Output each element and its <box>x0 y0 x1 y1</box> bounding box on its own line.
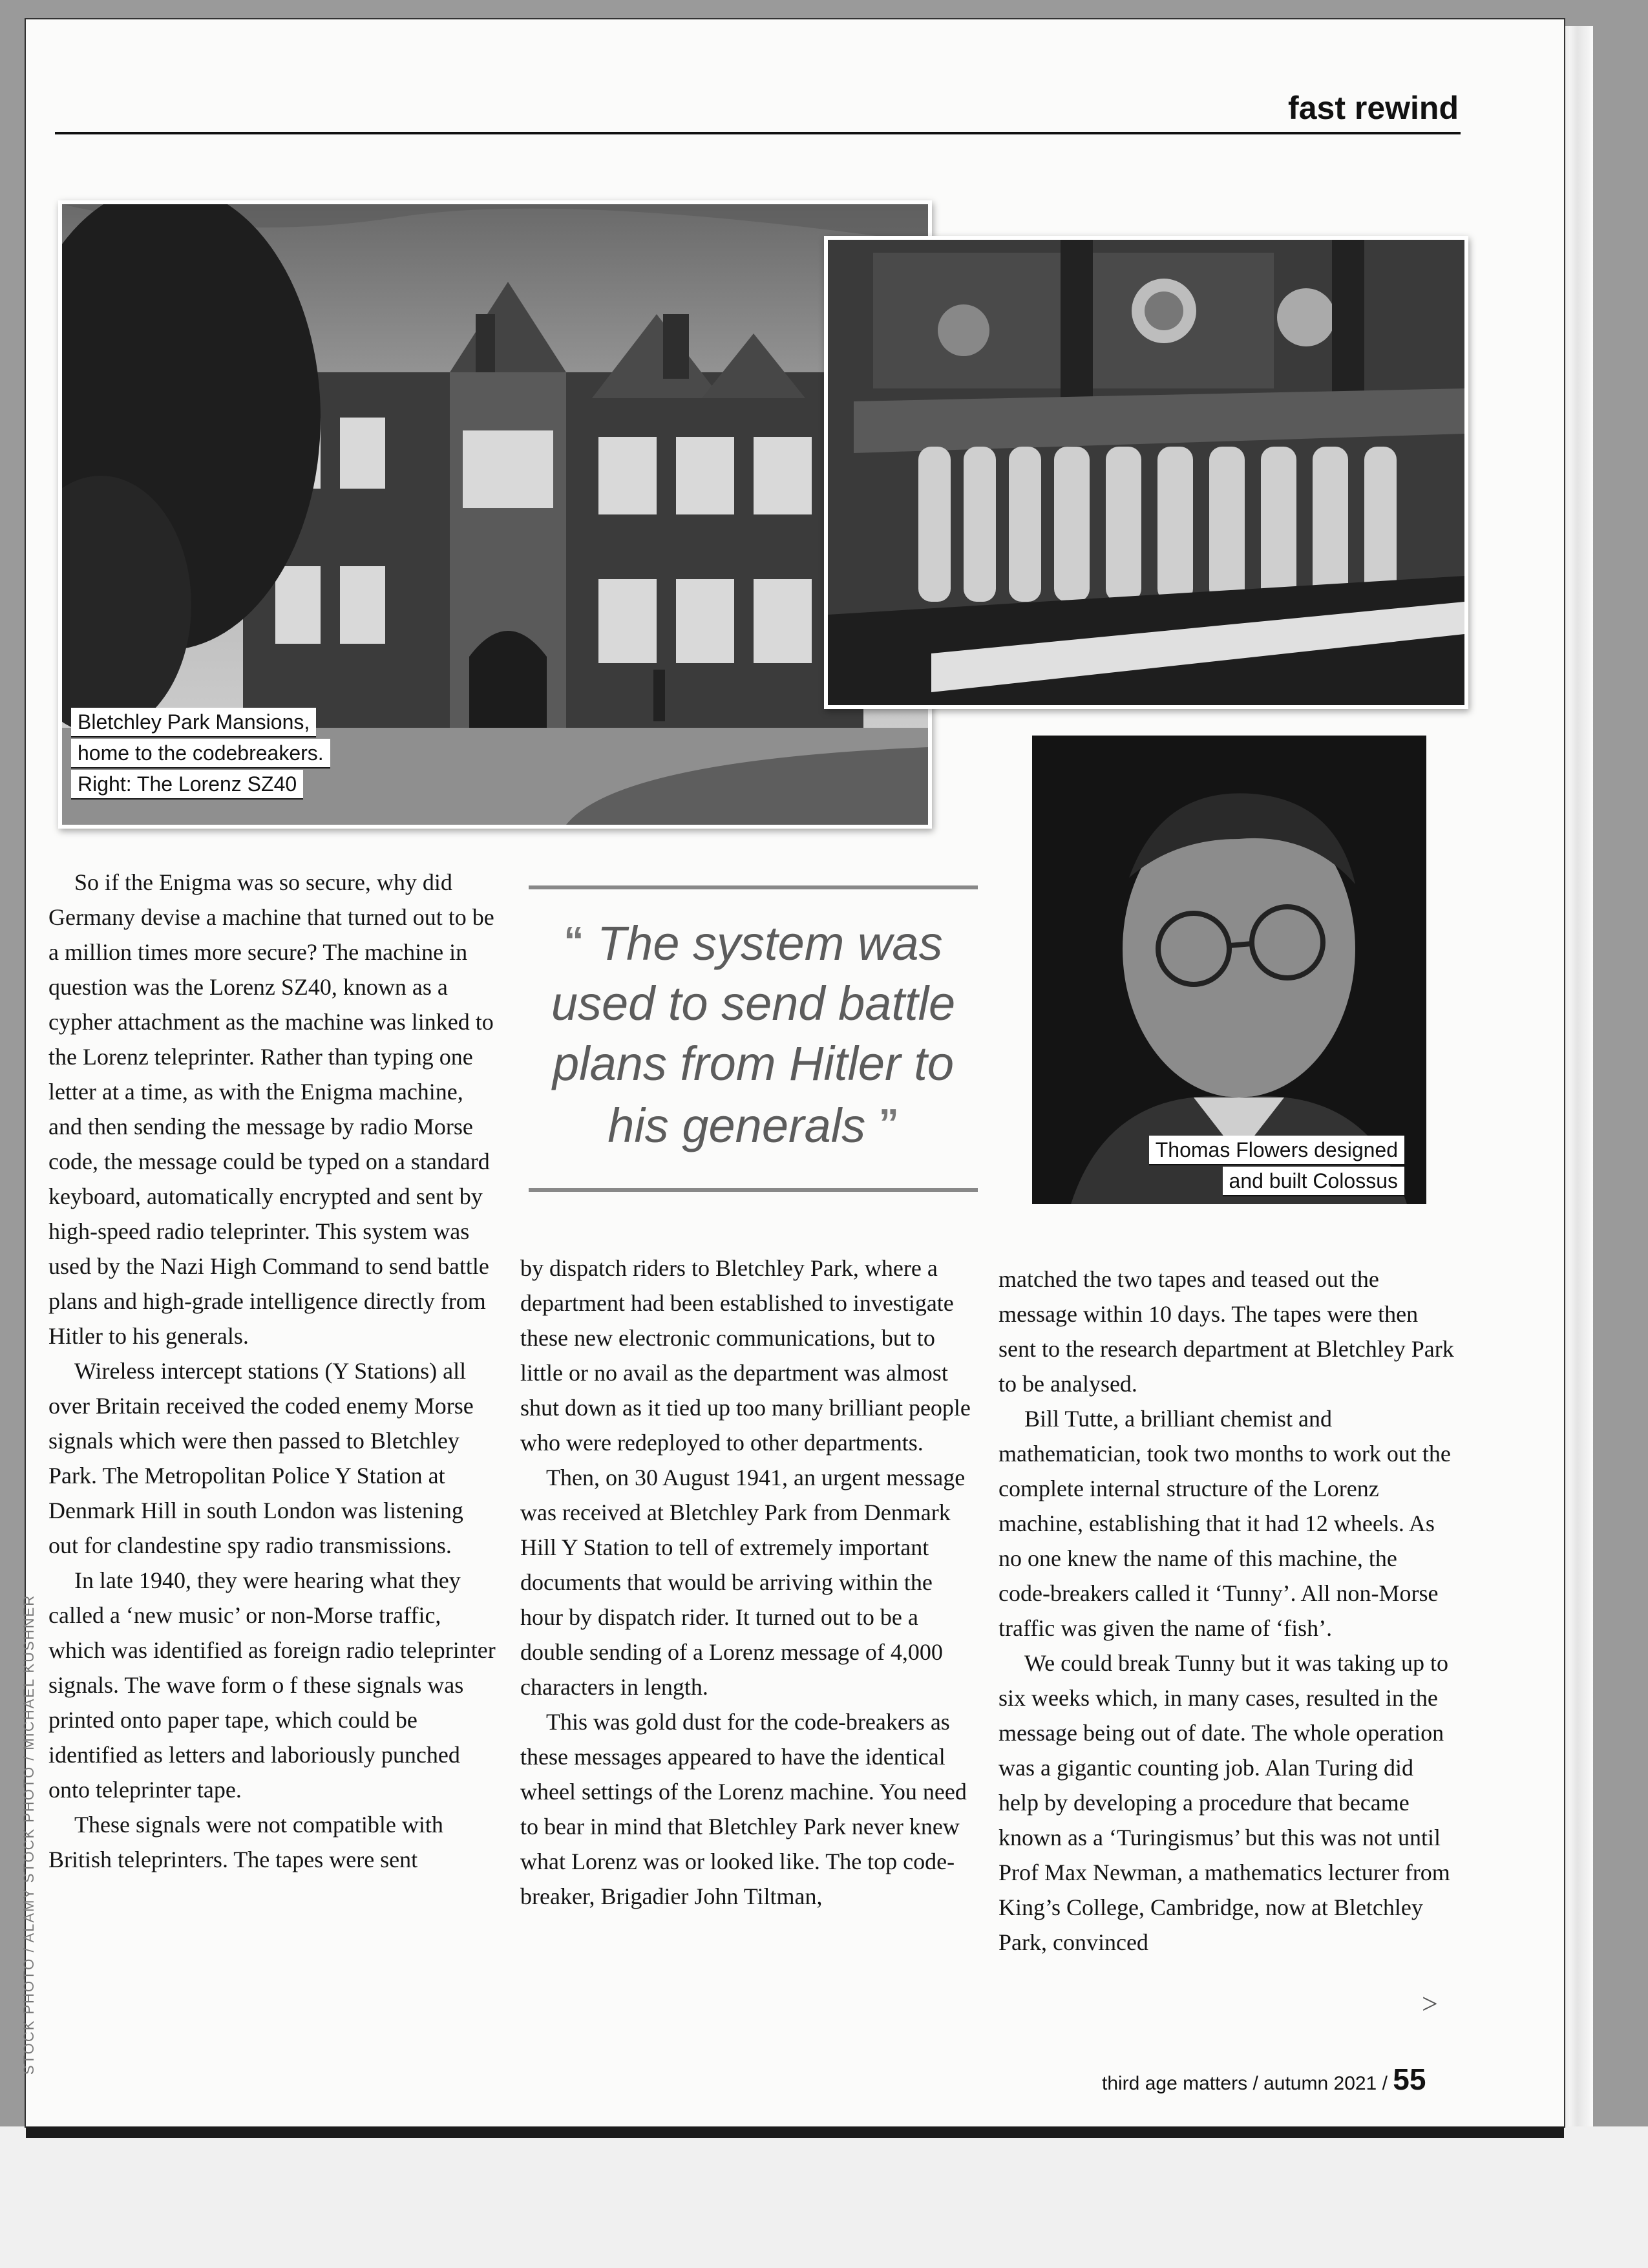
paragraph: matched the two tapes and teased out the message within 10 days. The tapes were then sent to the research department at Bletchley Park to be analysed. <box>998 1266 1454 1397</box>
flowers-caption <box>1110 1136 1404 1198</box>
paragraph: In late 1940, they were hearing what they called a ‘new music’ or non-Morse traffic, which was identified as foreign radio teleprinter signals. The wave form o f these signals was printed onto paper tape, which could be identified as letters and laboriously punched onto teleprinter tape. <box>48 1567 496 1803</box>
page-bottom-shadow <box>26 2126 1564 2138</box>
publication-info: third age matters / autumn 2021 / <box>1102 2073 1393 2094</box>
caption-line: home to the codebreakers. <box>71 739 330 768</box>
page-footer <box>1102 2062 1426 2097</box>
close-quote-mark: ” <box>878 1101 899 1146</box>
mansion-caption <box>71 708 330 801</box>
article-column-2 <box>520 1251 973 1914</box>
pull-quote-text: The system was used to send battle plans from Hitler to his generals <box>551 917 956 1152</box>
continue-arrow-icon: > <box>1422 1988 1438 2020</box>
paragraph: Bill Tutte, a brilliant chemist and mathematician, took two months to work out the complete internal structure of the Lorenz machine, establishing that it had 12 wheels. As no one knew the name of this machine, the code-breakers called it ‘Tunny’. All non-Morse traffic was given the name of ‘fish’. <box>998 1406 1451 1641</box>
caption-line: Bletchley Park Mansions, <box>71 708 316 737</box>
paragraph: We could break Tunny but it was taking up to six weeks which, in many cases, resulted in the message being out of date. The whole operation was a gigantic counting job. Alan Turing did help by developing a procedure that became known as a ‘Turingismus’ but this was not until Prof Max Newman, a mathematics lecturer from King’s College, Cambridge, now at Bletchley Park, convinced <box>998 1650 1450 1955</box>
paragraph: This was gold dust for the code-breakers as these messages appeared to have the identical wheel settings of the Lorenz machine. You need to bear in mind that Bletchley Park never knew what Lorenz was or looked like. The top code-breaker, Brigadier John Tiltman, <box>520 1709 967 1909</box>
paragraph: Then, on 30 August 1941, an urgent message was received at Bletchley Park from Denmark Hill Y Station to tell of extremely important documents that would be arriving within the hour by dispatch rider. It turned out to be a double sending of a Lorenz message of 4,000 characters in length. <box>520 1465 966 1700</box>
paragraph: So if the Enigma was so secure, why did Germany devise a machine that turned out to be a million times more secure? The machine in question was the Lorenz SZ40, known as a cypher attachment as the machine was linked to the Lorenz teleprinter. Rather than typing one letter at a time, as with the Enigma machine, and then sending the message by radio Morse code, the message could be typed on a standard keyboard, automatically encrypted and sent by high-speed radio teleprinter. This system was used by the Nazi High Command to send battle plans and high-grade intelligence directly from Hitler to his generals. <box>48 869 494 1349</box>
scan-background <box>0 2126 1648 2268</box>
paragraph: Wireless intercept stations (Y Stations) all over Britain received the coded enemy Morse signals which were then passed to Bletchley Park. The Metropolitan Police Y Station at Denmark Hill in south London was listening out for clandestine spy radio transmissions. <box>48 1358 474 1558</box>
article-column-3 <box>998 1262 1454 1960</box>
lorenz-sz40-photo <box>824 236 1468 709</box>
caption-line: Right: The Lorenz SZ40 <box>71 770 303 800</box>
open-quote-mark: “ <box>564 919 584 964</box>
article-column-1 <box>48 865 498 1877</box>
paragraph: These signals were not compatible with British teleprinters. The tapes were sent <box>48 1812 443 1872</box>
caption-line: Thomas Flowers designed <box>1149 1136 1404 1165</box>
caption-line: and built Colossus <box>1223 1167 1404 1196</box>
paragraph: by dispatch riders to Bletchley Park, where a department had been established to investigate these new electronic communications, but to little or no avail as the department was almost shut down as it tied up too many brilliant people who were redeployed to other departments. <box>520 1255 971 1456</box>
thomas-flowers-portrait <box>1032 736 1426 1204</box>
section-title: fast rewind <box>1288 90 1459 126</box>
page-number: 55 <box>1393 2062 1426 2096</box>
photo-credit: STOCK PHOTO / ALAMY STOCK PHOTO / MICHAEL KUSHNER <box>21 1594 37 2075</box>
pull-quote <box>529 911 978 1156</box>
pullquote-top-rule <box>529 885 978 889</box>
header-rule <box>55 132 1461 134</box>
pullquote-bottom-rule <box>529 1188 978 1192</box>
